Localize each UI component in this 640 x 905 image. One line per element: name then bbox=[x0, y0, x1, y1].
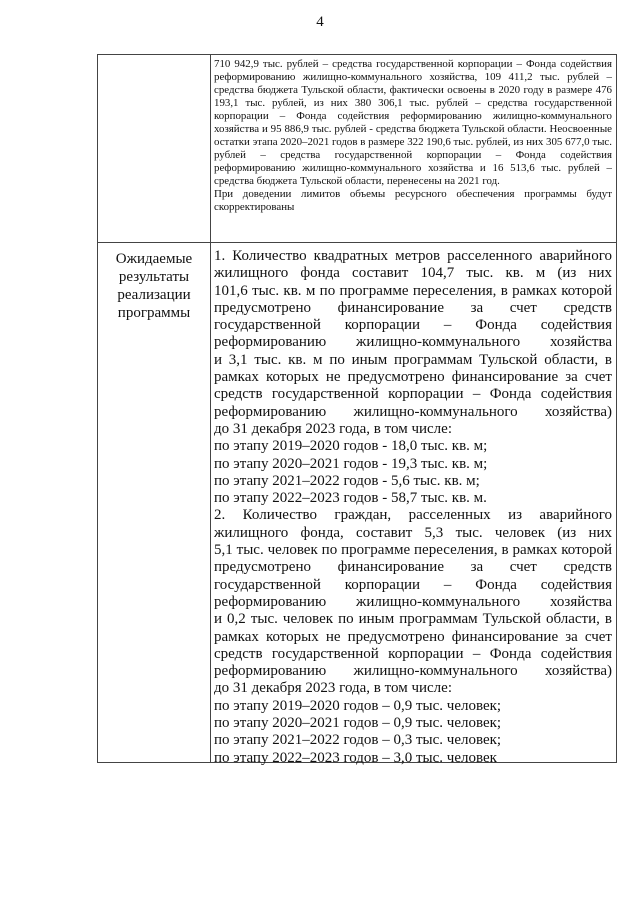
result-line: реформированию жилищно-коммунального хозяйства bbox=[214, 593, 612, 610]
result-line: 5,1 тыс. человек по программе переселения, в рамках которой bbox=[214, 542, 612, 559]
expected-results-label bbox=[98, 250, 210, 322]
result-line: по этапу 2021–2022 годов – 0,3 тыс. человек; bbox=[214, 732, 502, 749]
result-line: по этапу 2022–2023 годов – 3,0 тыс. человек bbox=[214, 749, 497, 766]
result-line: рамках которых не предусмотрено финансирование за счет bbox=[214, 628, 612, 645]
result-line: средств государственной корпорации – Фонда содействия bbox=[214, 645, 612, 662]
result-line: и 3,1 тыс. кв. м по иным программам Тульской области, в bbox=[214, 351, 612, 368]
result-line: реформированию жилищно-коммунального хозяйства) bbox=[214, 663, 612, 680]
result-line: рамках которых не предусмотрено финансирование за счет bbox=[214, 369, 612, 386]
result-line: реформированию жилищно-коммунального хозяйства) bbox=[214, 403, 612, 420]
result-line: 1. Количество квадратных метров расселенного аварийного bbox=[214, 248, 612, 264]
result-line: по этапу 2019–2020 годов – 0,9 тыс. человек; bbox=[214, 697, 502, 714]
result-line: реформированию жилищно-коммунального хозяйства bbox=[214, 334, 612, 351]
label-line: Ожидаемые bbox=[115, 251, 193, 267]
result-line: до 31 декабря 2023 года, в том числе: bbox=[214, 420, 452, 437]
program-passport-table bbox=[97, 54, 617, 766]
result-line: по этапу 2019–2020 годов - 18,0 тыс. кв. м; bbox=[214, 438, 488, 455]
result-line: и 0,2 тыс. человек по иным программам Тульской области, в bbox=[214, 611, 612, 628]
funding-text-cell bbox=[214, 58, 612, 214]
funding-paragraph: 710 942,9 тыс. рублей – средства государственной корпорации – Фонда содействия реформированию жилищно-коммунального хозяйства, 109 411,2 тыс. рублей – средства бюджета Тульской области, фактически освоены в 2020 году в размере 476 193,1 тыс. рублей, из них 380 306,1 тыс. рублей – средства государственной корпорации – Фонда содействия реформированию жилищно-коммунального хозяйства и 95 886,9 тыс. рублей - средства бюджета Тульской области. Неосвоенные остатки этапа 2020–2021 годов в размере 322 190,6 тыс. рублей, из них 305 677,0 тыс. рублей – средства государственной корпорации – Фонда содействия реформированию жилищно-коммунального хозяйства и 16 513,6 тыс. рублей – средства бюджета Тульской области, перенесены на 2021 год. bbox=[214, 58, 612, 187]
result-line: по этапу 2020–2021 годов - 19,3 тыс. кв. м; bbox=[214, 455, 488, 472]
label-line: программы bbox=[117, 305, 191, 321]
label-line: результаты bbox=[118, 269, 190, 285]
result-line: средств государственной корпорации – Фонда содействия bbox=[214, 386, 612, 403]
result-line: государственной корпорации – Фонда содействия bbox=[214, 576, 612, 593]
column-divider bbox=[210, 55, 211, 762]
result-line: до 31 декабря 2023 года, в том числе: bbox=[214, 680, 452, 697]
label-line: реализации bbox=[117, 287, 191, 303]
result-line: 101,6 тыс. кв. м по программе переселения, в рамках которой bbox=[214, 282, 612, 299]
result-line: предусмотрено финансирование за счет средств bbox=[214, 559, 612, 576]
result-line: предусмотрено финансирование за счет средств bbox=[214, 299, 612, 316]
result-line: жилищного фонда, составит 5,3 тыс. человек (из них bbox=[214, 524, 612, 541]
funding-note: При доведении лимитов объемы ресурсного обеспечения программы будут скорректированы bbox=[214, 188, 612, 213]
result-line: по этапу 2022–2023 годов - 58,7 тыс. кв. м. bbox=[214, 490, 487, 507]
expected-results-text bbox=[214, 248, 612, 767]
page-number: 4 bbox=[316, 14, 324, 30]
result-line: 2. Количество граждан, расселенных из аварийного bbox=[214, 507, 612, 524]
result-line: по этапу 2021–2022 годов - 5,6 тыс. кв. м; bbox=[214, 472, 480, 489]
result-line: по этапу 2020–2021 годов – 0,9 тыс. человек; bbox=[214, 715, 502, 732]
result-line: жилищного фонда составит 104,7 тыс. кв. м (из них bbox=[214, 265, 612, 282]
result-line: государственной корпорации – Фонда содействия bbox=[214, 317, 612, 334]
row-divider bbox=[98, 242, 616, 243]
